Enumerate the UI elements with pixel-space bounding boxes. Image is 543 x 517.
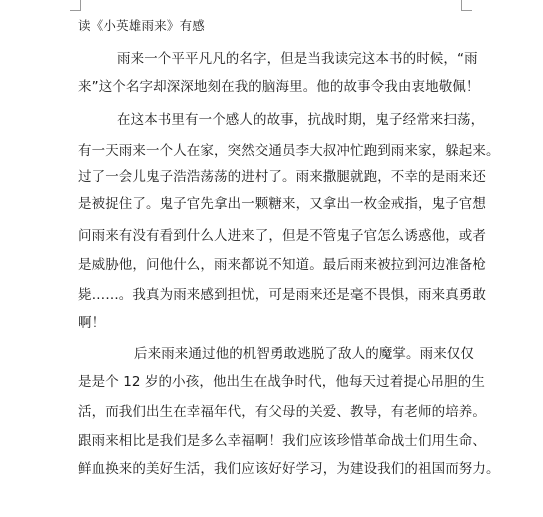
text-line-2: 来”这个名字却深深地刻在我的脑海里。他的故事令我由衷地敬佩！	[78, 79, 480, 95]
text-line-15: 鲜血换来的美好生活，我们应该好好学习，为建设我们的祖国而努力。	[78, 461, 500, 477]
text-line-9: 毙……。我真为雨来感到担忧，可是雨来还是毫不畏惧，雨来真勇敢	[78, 287, 486, 303]
text-line-6: 是被捉住了。鬼子官先拿出一颗糖来，又拿出一枚金戒指，鬼子官想	[78, 196, 486, 212]
text-line-3: 在这本书里有一个感人的故事，抗战时期，鬼子经常来扫荡，	[117, 112, 485, 128]
page-margin-corner-top-left	[70, 0, 81, 11]
text-line-10: 啊！	[78, 315, 106, 331]
document-title: 读《小英雄雨来》有感	[78, 18, 206, 33]
text-line-4: 有一天雨来一个人在家，突然交通员李大叔冲忙跑到雨来家，躲起来。	[78, 143, 500, 159]
text-line-12: 是是个 12 岁的小孩，他出生在战争时代，他每天过着提心吊胆的生	[78, 374, 485, 390]
page-margin-corner-top-right	[461, 0, 472, 11]
text-line-8: 是威胁他，问他什么，雨来都说不知道。最后雨来被拉到河边准备枪	[78, 257, 486, 273]
text-line-13: 活，而我们出生在幸福年代，有父母的关爱、教导，有老师的培养。	[78, 404, 486, 420]
text-line-5: 过了一会儿鬼子浩浩荡荡的进村了。雨来撒腿就跑，不幸的是雨来还	[78, 169, 486, 185]
text-line-14: 跟雨来相比是我们是多么幸福啊！我们应该珍惜革命战士们用生命、	[78, 433, 486, 449]
text-line-7: 问雨来有没有看到什么人进来了，但是不管鬼子官怎么诱惑他，或者	[78, 228, 486, 244]
text-line-11: 后来雨来通过他的机智勇敢逃脱了敌人的魔掌。雨来仅仅	[134, 346, 474, 362]
text-line-1: 雨来一个平平凡凡的名字，但是当我读完这本书的时候，“雨	[117, 51, 478, 67]
